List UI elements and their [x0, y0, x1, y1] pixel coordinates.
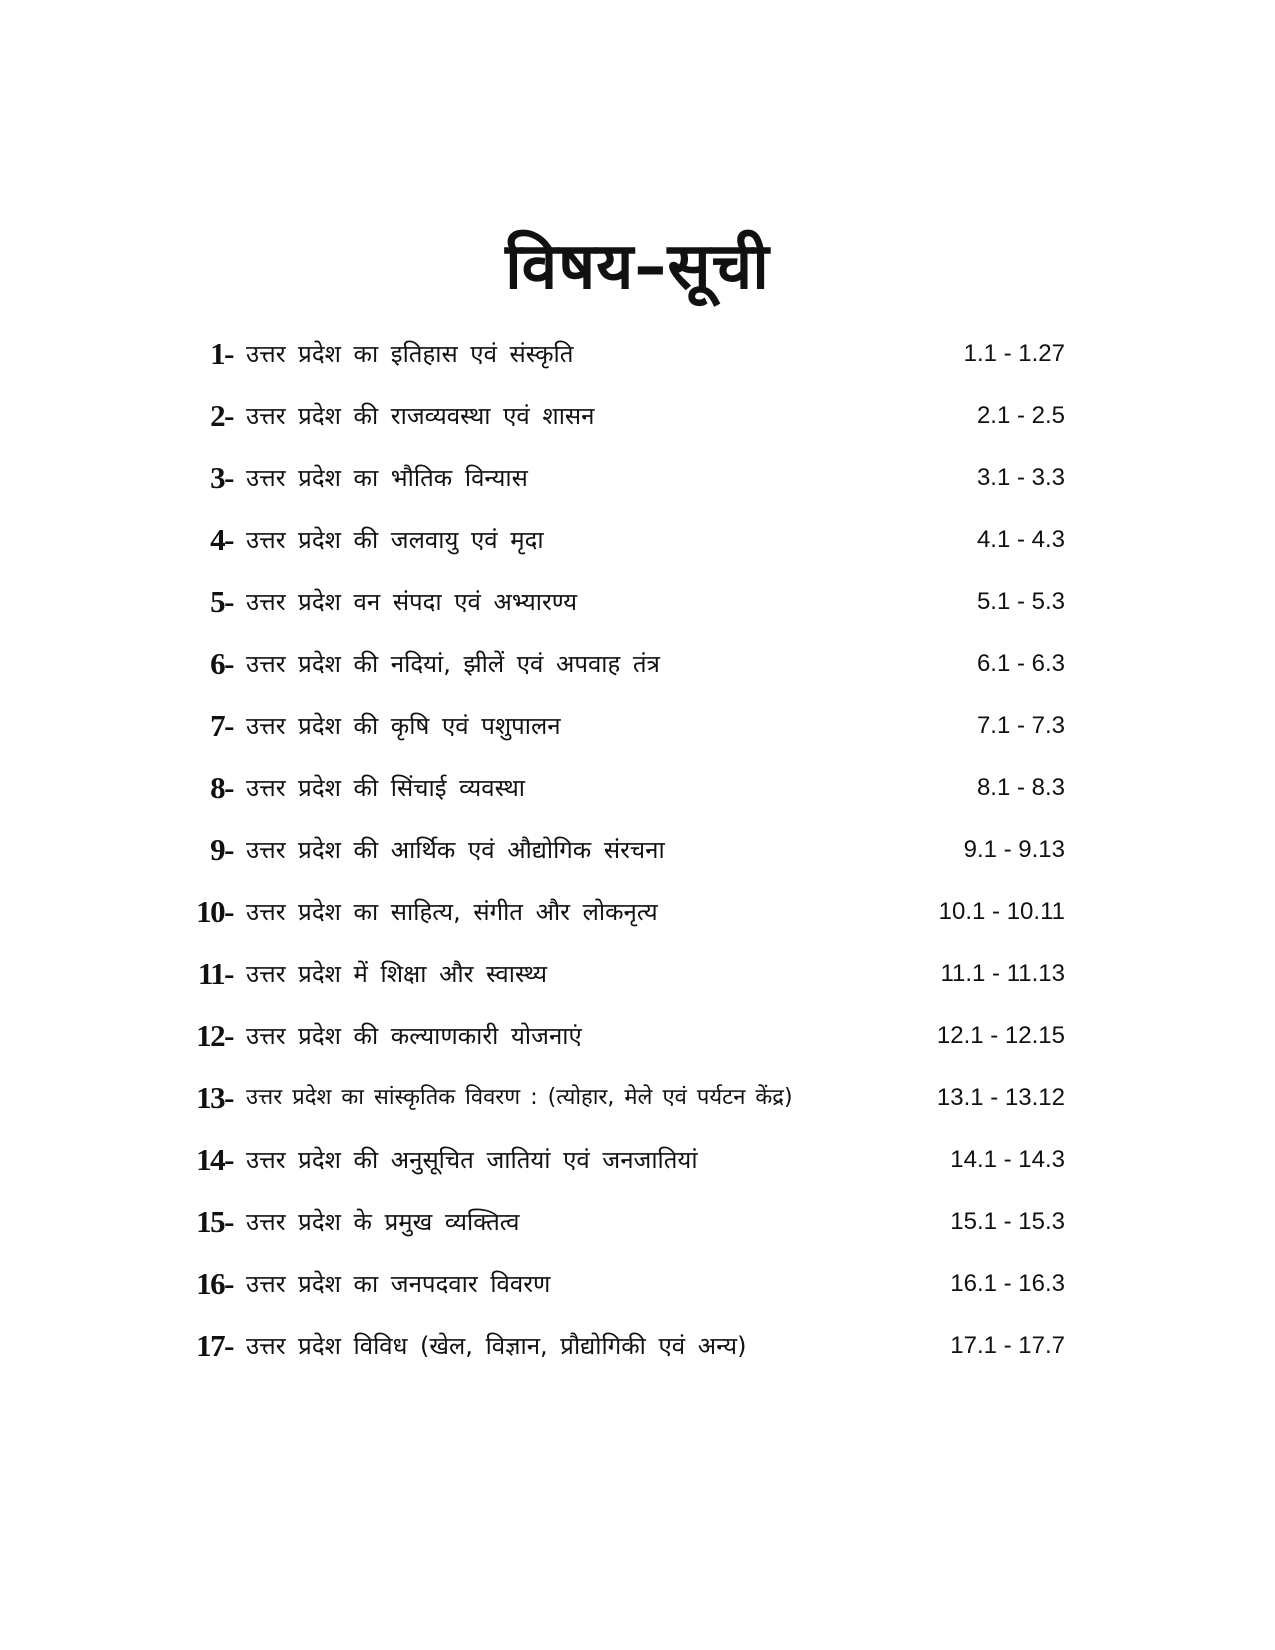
toc-entry: [180, 1322, 1065, 1384]
toc-entry: [180, 640, 1065, 702]
toc-entry-number: 2-: [210, 398, 233, 433]
toc-entry-title: उत्तर प्रदेश का सांस्कृतिक विवरण : (त्योहार, मेले एवं पर्यटन केंद्र): [246, 1085, 793, 1110]
toc-entry: [180, 330, 1065, 392]
toc-entry: [180, 1074, 1065, 1136]
toc-entry-title: उत्तर प्रदेश की सिंचाई व्यवस्था: [246, 774, 525, 802]
toc-entry-pages: 1.1 - 1.27: [963, 340, 1065, 367]
toc-entry-number: 7-: [210, 708, 233, 743]
toc-entry-pages: 2.1 - 2.5: [976, 402, 1065, 429]
toc-entry-pages: 8.1 - 8.3: [976, 774, 1065, 801]
toc-entry-pages: 3.1 - 3.3: [976, 464, 1065, 491]
toc-entry: [180, 764, 1065, 826]
toc-entry-pages: 11.1 - 11.13: [940, 960, 1065, 987]
toc-entry: [180, 702, 1065, 764]
toc-entry-number: 12-: [196, 1018, 233, 1053]
toc-entry-title: उत्तर प्रदेश का भौतिक विन्यास: [246, 464, 528, 492]
toc-entry-pages: 10.1 - 10.11: [938, 898, 1065, 925]
toc-entry-number: 17-: [196, 1328, 233, 1363]
toc-entry-title: उत्तर प्रदेश की कृषि एवं पशुपालन: [246, 712, 561, 740]
toc-entry-number: 16-: [196, 1266, 233, 1301]
toc-entry: [180, 516, 1065, 578]
toc-entry-pages: 15.1 - 15.3: [950, 1208, 1065, 1235]
toc-entry-pages: 9.1 - 9.13: [963, 836, 1065, 863]
toc-entry-title: उत्तर प्रदेश की कल्याणकारी योजनाएं: [246, 1022, 582, 1050]
toc-entry-number: 5-: [210, 584, 233, 619]
toc-entry-title: उत्तर प्रदेश की आर्थिक एवं औद्योगिक संरचना: [246, 836, 665, 864]
toc-entry: [180, 1136, 1065, 1198]
toc-entry: [180, 826, 1065, 888]
toc-entry-pages: 12.1 - 12.15: [936, 1022, 1065, 1049]
toc-entry-number: 6-: [210, 646, 233, 681]
toc-entry-pages: 6.1 - 6.3: [976, 650, 1065, 677]
toc-entry-pages: 13.1 - 13.12: [936, 1084, 1065, 1111]
toc-entry-number: 1-: [210, 336, 233, 371]
toc-entry-number: 10-: [196, 894, 233, 929]
toc-entry-title: उत्तर प्रदेश की अनुसूचित जातियां एवं जनजातियां: [246, 1146, 698, 1174]
toc-entry: [180, 1198, 1065, 1260]
toc-entry-pages: 7.1 - 7.3: [976, 712, 1065, 739]
toc-entry-number: 3-: [210, 460, 233, 495]
toc-entry-title: उत्तर प्रदेश की राजव्यवस्था एवं शासन: [246, 402, 595, 430]
toc-entry-number: 15-: [196, 1204, 233, 1239]
toc-entry-title: उत्तर प्रदेश का जनपदवार विवरण: [246, 1270, 551, 1298]
toc-entry-title: उत्तर प्रदेश की जलवायु एवं मृदा: [246, 526, 544, 554]
toc-entry-title: उत्तर प्रदेश विविध (खेल, विज्ञान, प्रौद्योगिकी एवं अन्य): [246, 1332, 747, 1360]
toc-entry-pages: 17.1 - 17.7: [950, 1332, 1065, 1359]
toc-entry-title: उत्तर प्रदेश में शिक्षा और स्वास्थ्य: [246, 960, 548, 988]
toc-entry-title: उत्तर प्रदेश का साहित्य, संगीत और लोकनृत्य: [246, 898, 658, 926]
toc-entry: [180, 454, 1065, 516]
toc-entry: [180, 392, 1065, 454]
toc-entry-title: उत्तर प्रदेश का इतिहास एवं संस्कृति: [246, 340, 574, 368]
toc-entry-number: 13-: [196, 1080, 233, 1115]
toc-entry: [180, 950, 1065, 1012]
toc-entry-title: उत्तर प्रदेश वन संपदा एवं अभ्यारण्य: [246, 588, 578, 616]
toc-entry-number: 9-: [210, 832, 233, 867]
toc-entry-number: 14-: [196, 1142, 233, 1177]
toc-entry-title: उत्तर प्रदेश के प्रमुख व्यक्तित्व: [246, 1208, 520, 1236]
page-title: विषय–सूची: [505, 230, 770, 304]
toc-entry-pages: 4.1 - 4.3: [976, 526, 1065, 553]
table-of-contents: [180, 330, 1065, 1384]
toc-entry: [180, 888, 1065, 950]
toc-entry-number: 11-: [197, 956, 233, 991]
toc-entry-title: उत्तर प्रदेश की नदियां, झीलें एवं अपवाह तंत्र: [246, 650, 660, 678]
toc-entry-pages: 5.1 - 5.3: [976, 588, 1065, 615]
toc-entry: [180, 1260, 1065, 1322]
toc-entry: [180, 578, 1065, 640]
toc-entry-pages: 16.1 - 16.3: [950, 1270, 1065, 1297]
toc-entry: [180, 1012, 1065, 1074]
toc-entry-number: 8-: [210, 770, 233, 805]
toc-entry-pages: 14.1 - 14.3: [950, 1146, 1065, 1173]
toc-entry-number: 4-: [210, 522, 233, 557]
